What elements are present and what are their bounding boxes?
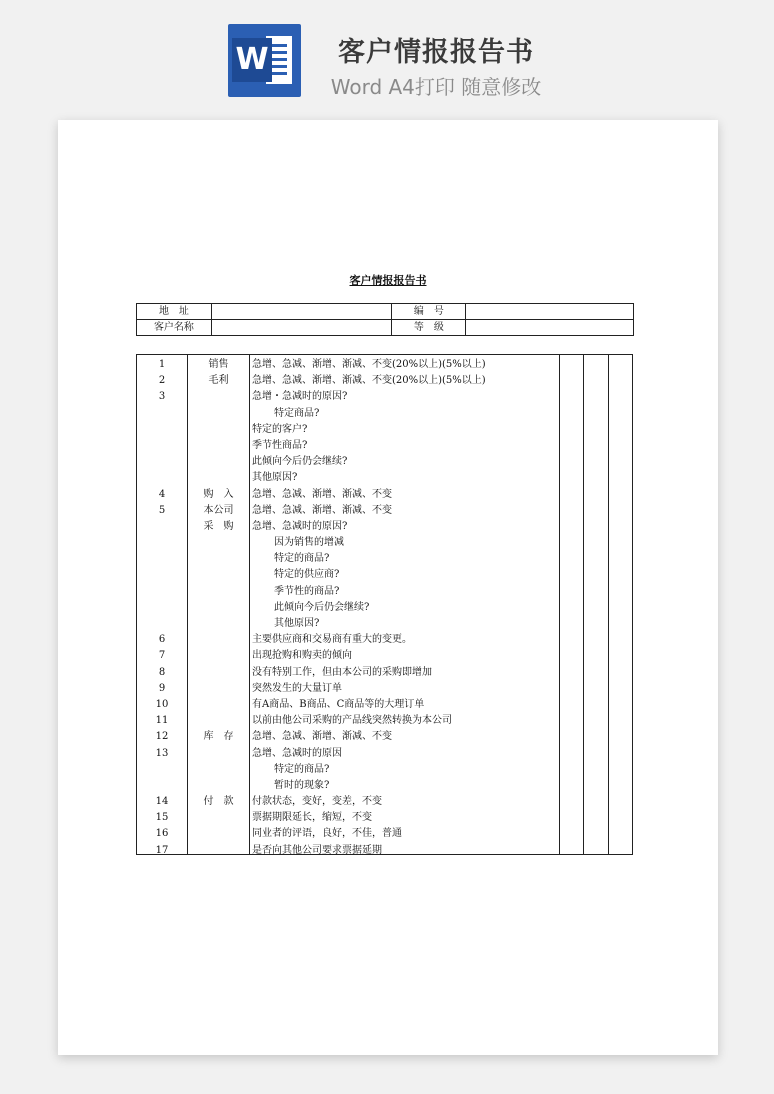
document-page: [58, 120, 718, 1055]
table-row: [137, 843, 632, 859]
table-row: [137, 713, 632, 729]
row-text: 有A商品、B商品、C商品等的大理订单: [252, 698, 425, 710]
row-number: 7: [158, 650, 166, 662]
table-row: [137, 470, 632, 486]
row-category: 购 入: [203, 488, 234, 500]
row-number: 9: [158, 682, 166, 694]
row-text: 同业者的评语，良好，不佳，普通: [252, 828, 402, 840]
row-text: 急增、急减、渐增、渐减、不变: [252, 731, 392, 743]
row-text: 票据期限延长，缩短，不变: [252, 812, 372, 824]
word-app-icon: [228, 24, 301, 97]
row-number: 11: [155, 715, 169, 727]
row-category: 付 款: [203, 796, 234, 808]
table-row: [137, 665, 632, 681]
info-row: [137, 304, 634, 320]
table-row: [137, 810, 632, 826]
table-row: [137, 551, 632, 567]
row-text: 急增・急减时的原因?: [252, 391, 348, 403]
row-number: 10: [155, 698, 169, 710]
row-text: 是否向其他公司要求票据延期: [252, 844, 382, 856]
row-number: 15: [155, 812, 169, 824]
table-row: [137, 389, 632, 405]
table-row: [137, 422, 632, 438]
table-row: [137, 567, 632, 583]
info-table: [136, 303, 634, 336]
row-category: 销售: [208, 359, 229, 370]
row-number: 16: [155, 828, 169, 840]
row-text: 出现抢购和购卖的倾向: [252, 650, 352, 662]
table-row: [137, 438, 632, 454]
row-text: 季节性的商品?: [274, 585, 340, 597]
row-text: 特定的客户?: [252, 423, 308, 435]
row-category: 本公司: [203, 504, 234, 516]
table-row: [137, 648, 632, 664]
table-row: [137, 357, 632, 373]
table-row: [137, 697, 632, 713]
table-row: [137, 373, 632, 389]
row-text: 急增、急减时的原因: [252, 747, 342, 759]
info-row: [137, 320, 634, 336]
table-row: [137, 762, 632, 778]
table-row: [137, 616, 632, 632]
row-text: 其他原因?: [252, 472, 298, 484]
table-row: [137, 794, 632, 810]
row-text: 因为销售的增减: [274, 537, 344, 549]
table-row: [137, 519, 632, 535]
table-row: [137, 729, 632, 745]
address-value-cell[interactable]: [211, 304, 392, 320]
row-text: 特定的供应商?: [274, 569, 340, 581]
row-category: 毛利: [208, 375, 229, 387]
document-title: 客户情报报告书: [349, 274, 427, 287]
header-banner: [0, 0, 774, 110]
customer-name-value-cell[interactable]: [211, 320, 392, 336]
row-text: 季节性商品?: [252, 439, 308, 451]
row-text: 没有特别工作，但由本公司的采购即增加: [252, 666, 432, 678]
row-text: 此倾向今后仍会继续?: [274, 601, 370, 613]
row-category: 库 存: [203, 731, 234, 743]
table-row: [137, 778, 632, 794]
row-number: 12: [155, 731, 169, 743]
row-text: 特定的商品?: [274, 763, 330, 775]
row-number: 4: [158, 488, 166, 500]
row-text: 主要供应商和交易商有重大的变更。: [252, 634, 412, 646]
table-row: [137, 535, 632, 551]
table-row: [137, 503, 632, 519]
row-text: 特定的商品?: [274, 553, 330, 565]
row-text: 此倾向今后仍会继续?: [252, 456, 348, 468]
row-category: 采 购: [203, 520, 234, 532]
row-number: 1: [158, 359, 166, 370]
row-number: 13: [155, 747, 169, 759]
row-number: 5: [158, 504, 166, 516]
row-text: 其他原因?: [274, 618, 320, 629]
checklist-table: [136, 354, 633, 855]
row-number: 3: [158, 391, 166, 403]
row-text: 急增、急减时的原因?: [252, 520, 348, 532]
row-text: 突然发生的大量订单: [252, 682, 342, 694]
checklist-rows: [137, 357, 632, 859]
customer-name-label: 客户名称: [137, 320, 212, 336]
row-text: 付款状态，变好，变差，不变: [252, 796, 382, 808]
number-value-cell[interactable]: [466, 304, 634, 320]
row-text: 暂时的现象?: [274, 779, 330, 791]
row-number: 14: [155, 796, 169, 808]
row-number: 2: [158, 375, 166, 387]
row-text: 急增、急减、渐增、渐减、不变: [252, 504, 392, 516]
table-row: [137, 681, 632, 697]
watermark: [90, 446, 131, 488]
row-text: 以前由他公司采购的产品线突然转换为本公司: [252, 715, 452, 727]
table-row: [137, 826, 632, 842]
table-row: [137, 454, 632, 470]
word-logo-letter: W: [232, 38, 272, 82]
row-number: 8: [158, 666, 166, 678]
table-row: [137, 632, 632, 648]
table-row: [137, 584, 632, 600]
row-text: 特定商品?: [274, 407, 320, 419]
row-number: 6: [158, 634, 166, 646]
grade-label: 等 级: [392, 320, 466, 336]
row-text: 急增、急减、渐增、渐减、不变: [252, 488, 392, 500]
row-text: 急增、急减、渐增、渐减、不变(20%以上)(5%以上): [252, 359, 486, 370]
number-label: 编 号: [392, 304, 466, 320]
table-row: [137, 600, 632, 616]
address-label: 地 址: [137, 304, 212, 320]
grade-value-cell[interactable]: [466, 320, 634, 336]
table-row: [137, 406, 632, 422]
banner-subtitle: Word A4打印 随意修改: [330, 75, 542, 99]
table-row: [137, 487, 632, 503]
banner-title: 客户情报报告书: [338, 37, 534, 68]
row-number: 17: [155, 844, 169, 856]
row-text: 急增、急减、渐增、渐减、不变(20%以上)(5%以上): [252, 375, 486, 387]
table-row: [137, 746, 632, 762]
